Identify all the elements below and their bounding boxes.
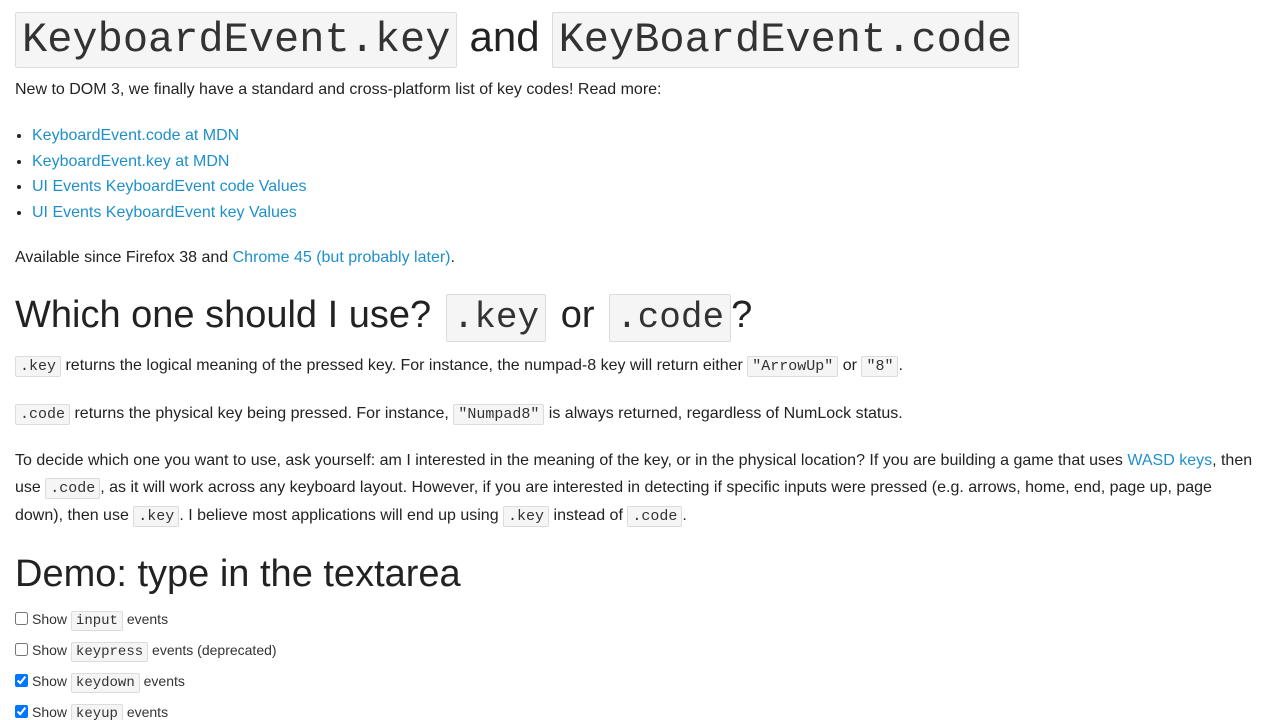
option-show-label: Show [32, 611, 68, 627]
link-ui-events-key[interactable]: UI Events KeyboardEvent key Values [32, 204, 297, 222]
decide-text5: instead of [549, 507, 628, 524]
eight-code: "8" [861, 356, 898, 377]
which-heading-text: Which one should I use? [15, 294, 432, 336]
decide-code1: .code [45, 478, 100, 499]
input-events-checkbox[interactable] [15, 612, 28, 625]
option-code: input [71, 611, 123, 631]
keypress-events-checkbox[interactable] [15, 643, 28, 656]
arrowup-code: "ArrowUp" [747, 356, 838, 377]
option-after-label: events (deprecated) [152, 642, 277, 658]
decide-paragraph [15, 447, 1260, 530]
link-code-mdn[interactable]: KeyboardEvent.code at MDN [32, 127, 240, 144]
option-show-label: Show [32, 673, 68, 689]
option-code: keyup [71, 704, 123, 720]
decide-text1: To decide which one you want to use, ask yourself: am I interested in the meaning of the key, or in the physical location? If you are building a game that uses [15, 452, 1128, 469]
key-paragraph [15, 355, 903, 378]
option-code: keydown [71, 673, 140, 693]
key-code: .key [15, 356, 61, 377]
chrome-link[interactable]: Chrome 45 (but probably later) [232, 249, 451, 266]
option-show-label: Show [32, 642, 68, 658]
title-code-code: KeyBoardEvent.code [552, 12, 1020, 68]
code-text1: returns the physical key being pressed. For instance, [70, 405, 454, 422]
keydown-events-checkbox[interactable] [15, 674, 28, 687]
option-keyup-events[interactable] [15, 702, 168, 720]
which-heading [15, 291, 752, 342]
option-keypress-events[interactable] [15, 640, 277, 662]
decide-text4: . I believe most applications will end up using [179, 507, 504, 524]
which-or: or [560, 294, 595, 336]
decide-code3: .key [503, 506, 549, 527]
option-keydown-events[interactable] [15, 671, 185, 693]
key-text: returns the logical meaning of the pressed key. For instance, the numpad-8 key will return either [61, 357, 748, 374]
which-code-key: .key [446, 294, 546, 342]
which-code-code: .code [609, 294, 731, 342]
option-after-label: events [143, 673, 185, 689]
which-question: ? [731, 294, 753, 336]
availability-prefix: Available since Firefox 38 and [15, 249, 233, 266]
option-show-label: Show [32, 704, 68, 720]
code-code: .code [15, 404, 70, 425]
decide-code2: .key [133, 506, 179, 527]
option-after-label: events [126, 611, 169, 627]
intro-text: New to DOM 3, we finally have a standard and cross-platform list of key codes! Read more: [15, 81, 662, 98]
list-item [32, 200, 307, 226]
decide-code4: .code [627, 506, 682, 527]
title-code-key: KeyboardEvent.key [15, 12, 457, 68]
wasd-link[interactable]: WASD keys [1127, 452, 1213, 469]
key-or: or [838, 357, 862, 374]
code-paragraph [15, 403, 903, 426]
decide-text2: , then use [15, 452, 1253, 496]
decide-text3: , as it will work across any keyboard layout. However, if you are interested in detecting if specific inputs were pressed (e.g. arrows, home, end, page up, page down), then use [15, 479, 1212, 524]
link-key-mdn[interactable]: KeyboardEvent.key at MDN [32, 152, 230, 170]
option-code: keypress [71, 642, 148, 662]
decide-text6: . [682, 507, 687, 524]
reference-links-list [15, 123, 307, 226]
link-ui-events-code[interactable]: UI Events KeyboardEvent code Values [32, 178, 307, 196]
list-item [32, 123, 307, 149]
demo-heading: Demo: type in the textarea [15, 553, 461, 595]
page-title [15, 9, 1019, 65]
keyup-events-checkbox[interactable] [15, 705, 28, 718]
availability-text [15, 247, 455, 269]
option-after-label: events [126, 704, 169, 720]
title-and: and [469, 13, 540, 60]
numpad8-code: "Numpad8" [453, 404, 544, 425]
option-input-events[interactable] [15, 609, 168, 631]
list-item [32, 174, 307, 200]
availability-suffix: . [450, 249, 455, 266]
key-end: . [898, 357, 903, 374]
code-text2: is always returned, regardless of NumLock status. [544, 405, 903, 422]
list-item [32, 149, 307, 175]
